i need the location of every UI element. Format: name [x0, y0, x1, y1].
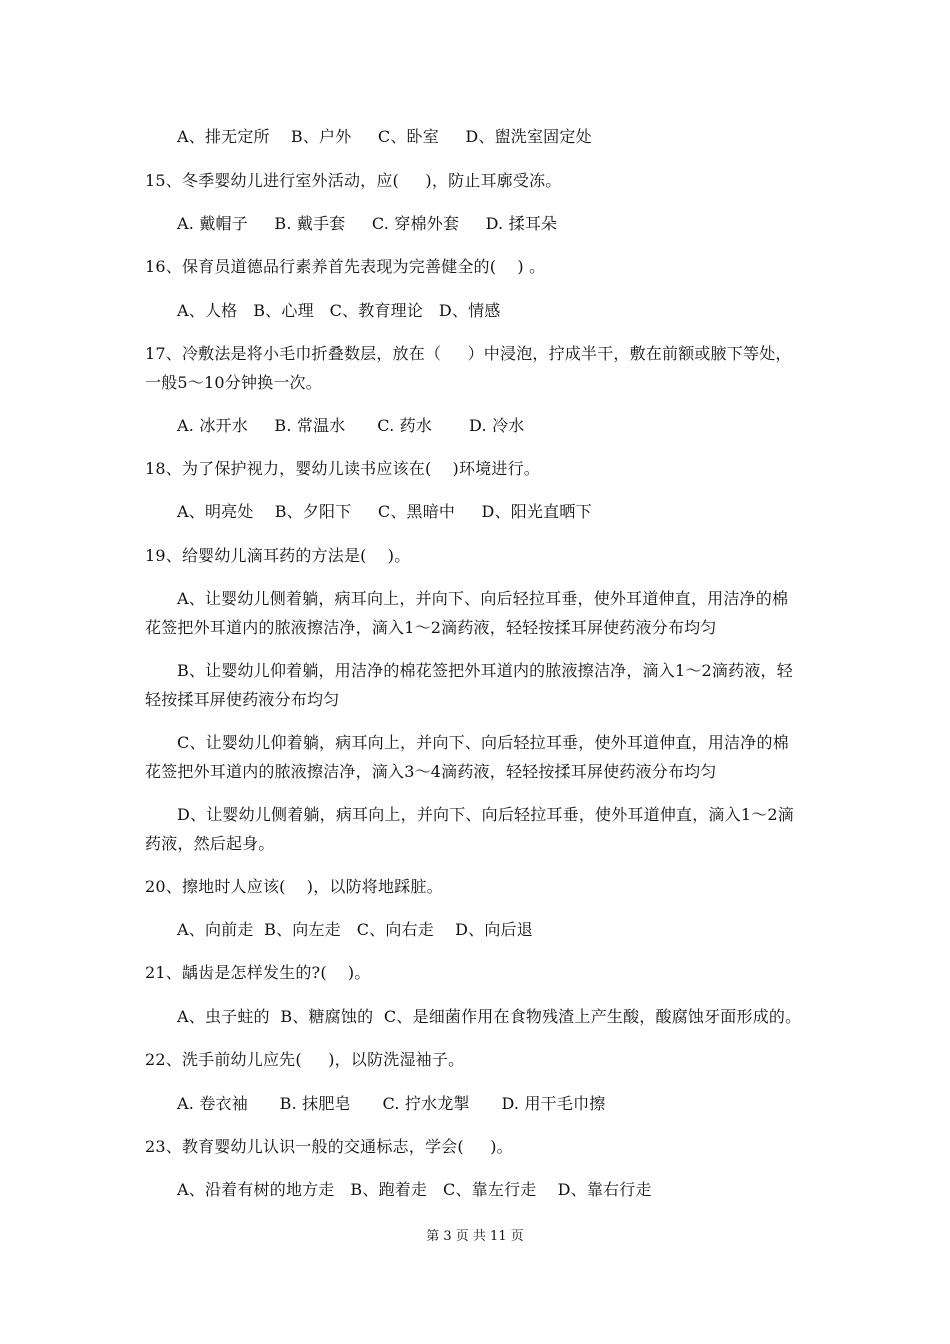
q19-option-a-line1: A、让婴幼儿侧着躺，病耳向上，并向下、向后轻拉耳垂，使外耳道伸直，用洁净的棉 — [177, 589, 789, 608]
page-footer: 第 3 页 共 11 页 — [426, 1229, 524, 1244]
q22-stem: 22、洗手前幼儿应先( )，以防洗湿袖子。 — [145, 1050, 465, 1069]
q15-options: A. 戴帽子 B. 戴手套 C. 穿棉外套 D. 揉耳朵 — [177, 214, 558, 233]
q16-options: A、人格 B、心理 C、教育理论 D、情感 — [177, 301, 501, 320]
q18-options: A、明亮处 B、夕阳下 C、黑暗中 D、阳光直晒下 — [177, 502, 592, 521]
q22-options: A. 卷衣袖 B. 抹肥皂 C. 拧水龙掣 D. 用干毛巾擦 — [177, 1094, 606, 1113]
q19-option-c-line1: C、让婴幼儿仰着躺，病耳向上，并向下、向后轻拉耳垂，使外耳道伸直，用洁净的棉 — [177, 733, 789, 752]
q21-stem: 21、龋齿是怎样发生的?( )。 — [145, 963, 371, 982]
q19-option-c-line2: 花签把外耳道内的脓液擦洁净，滴入3～4滴药液，轻轻按揉耳屏使药液分布均匀 — [145, 762, 717, 781]
q19-option-b-line1: B、让婴幼儿仰着躺，用洁净的棉花签把外耳道内的脓液擦洁净，滴入1～2滴药液，轻 — [177, 661, 793, 680]
q15-stem: 15、冬季婴幼儿进行室外活动，应( )，防止耳廓受冻。 — [145, 171, 562, 190]
q19-option-d-line2: 药液，然后起身。 — [145, 834, 275, 853]
q20-stem: 20、擦地时人应该( )，以防将地踩脏。 — [145, 877, 443, 896]
q17-stem-line2: 一般5～10分钟换一次。 — [145, 373, 322, 392]
q19-option-a-line2: 花签把外耳道内的脓液擦洁净，滴入1～2滴药液，轻轻按揉耳屏使药液分布均匀 — [145, 618, 717, 637]
q19-option-d-line1: D、让婴幼儿侧着躺，病耳向上，并向下、向后轻拉耳垂，使外耳道伸直，滴入1～2滴 — [177, 805, 794, 824]
q16-stem: 16、保育员道德品行素养首先表现为完善健全的( ) 。 — [145, 257, 546, 276]
q21-options: A、虫子蛀的 B、糖腐蚀的 C、是细菌作用在食物残渣上产生酸，酸腐蚀牙面形成的。 — [177, 1007, 802, 1026]
q19-option-b-line2: 轻按揉耳屏使药液分布均匀 — [145, 690, 340, 709]
q17-stem-line1: 17、冷敷法是将小毛巾折叠数层，放在（ ）中浸泡，拧成半干，敷在前额或腋下等处， — [145, 344, 792, 363]
q19-stem: 19、给婴幼儿滴耳药的方法是( )。 — [145, 546, 411, 565]
q23-options: A、沿着有树的地方走 B、跑着走 C、靠左行走 D、靠右行走 — [177, 1180, 652, 1199]
q14-options: A、排无定所 B、户外 C、卧室 D、盥洗室固定处 — [177, 127, 592, 146]
q18-stem: 18、为了保护视力，婴幼儿读书应该在( )环境进行。 — [145, 459, 540, 478]
q17-options: A. 冰开水 B. 常温水 C. 药水 D. 冷水 — [177, 416, 525, 435]
q20-options: A、向前走 B、向左走 C、向右走 D、向后退 — [177, 920, 533, 939]
q23-stem: 23、教育婴幼儿认识一般的交通标志，学会( )。 — [145, 1137, 513, 1156]
